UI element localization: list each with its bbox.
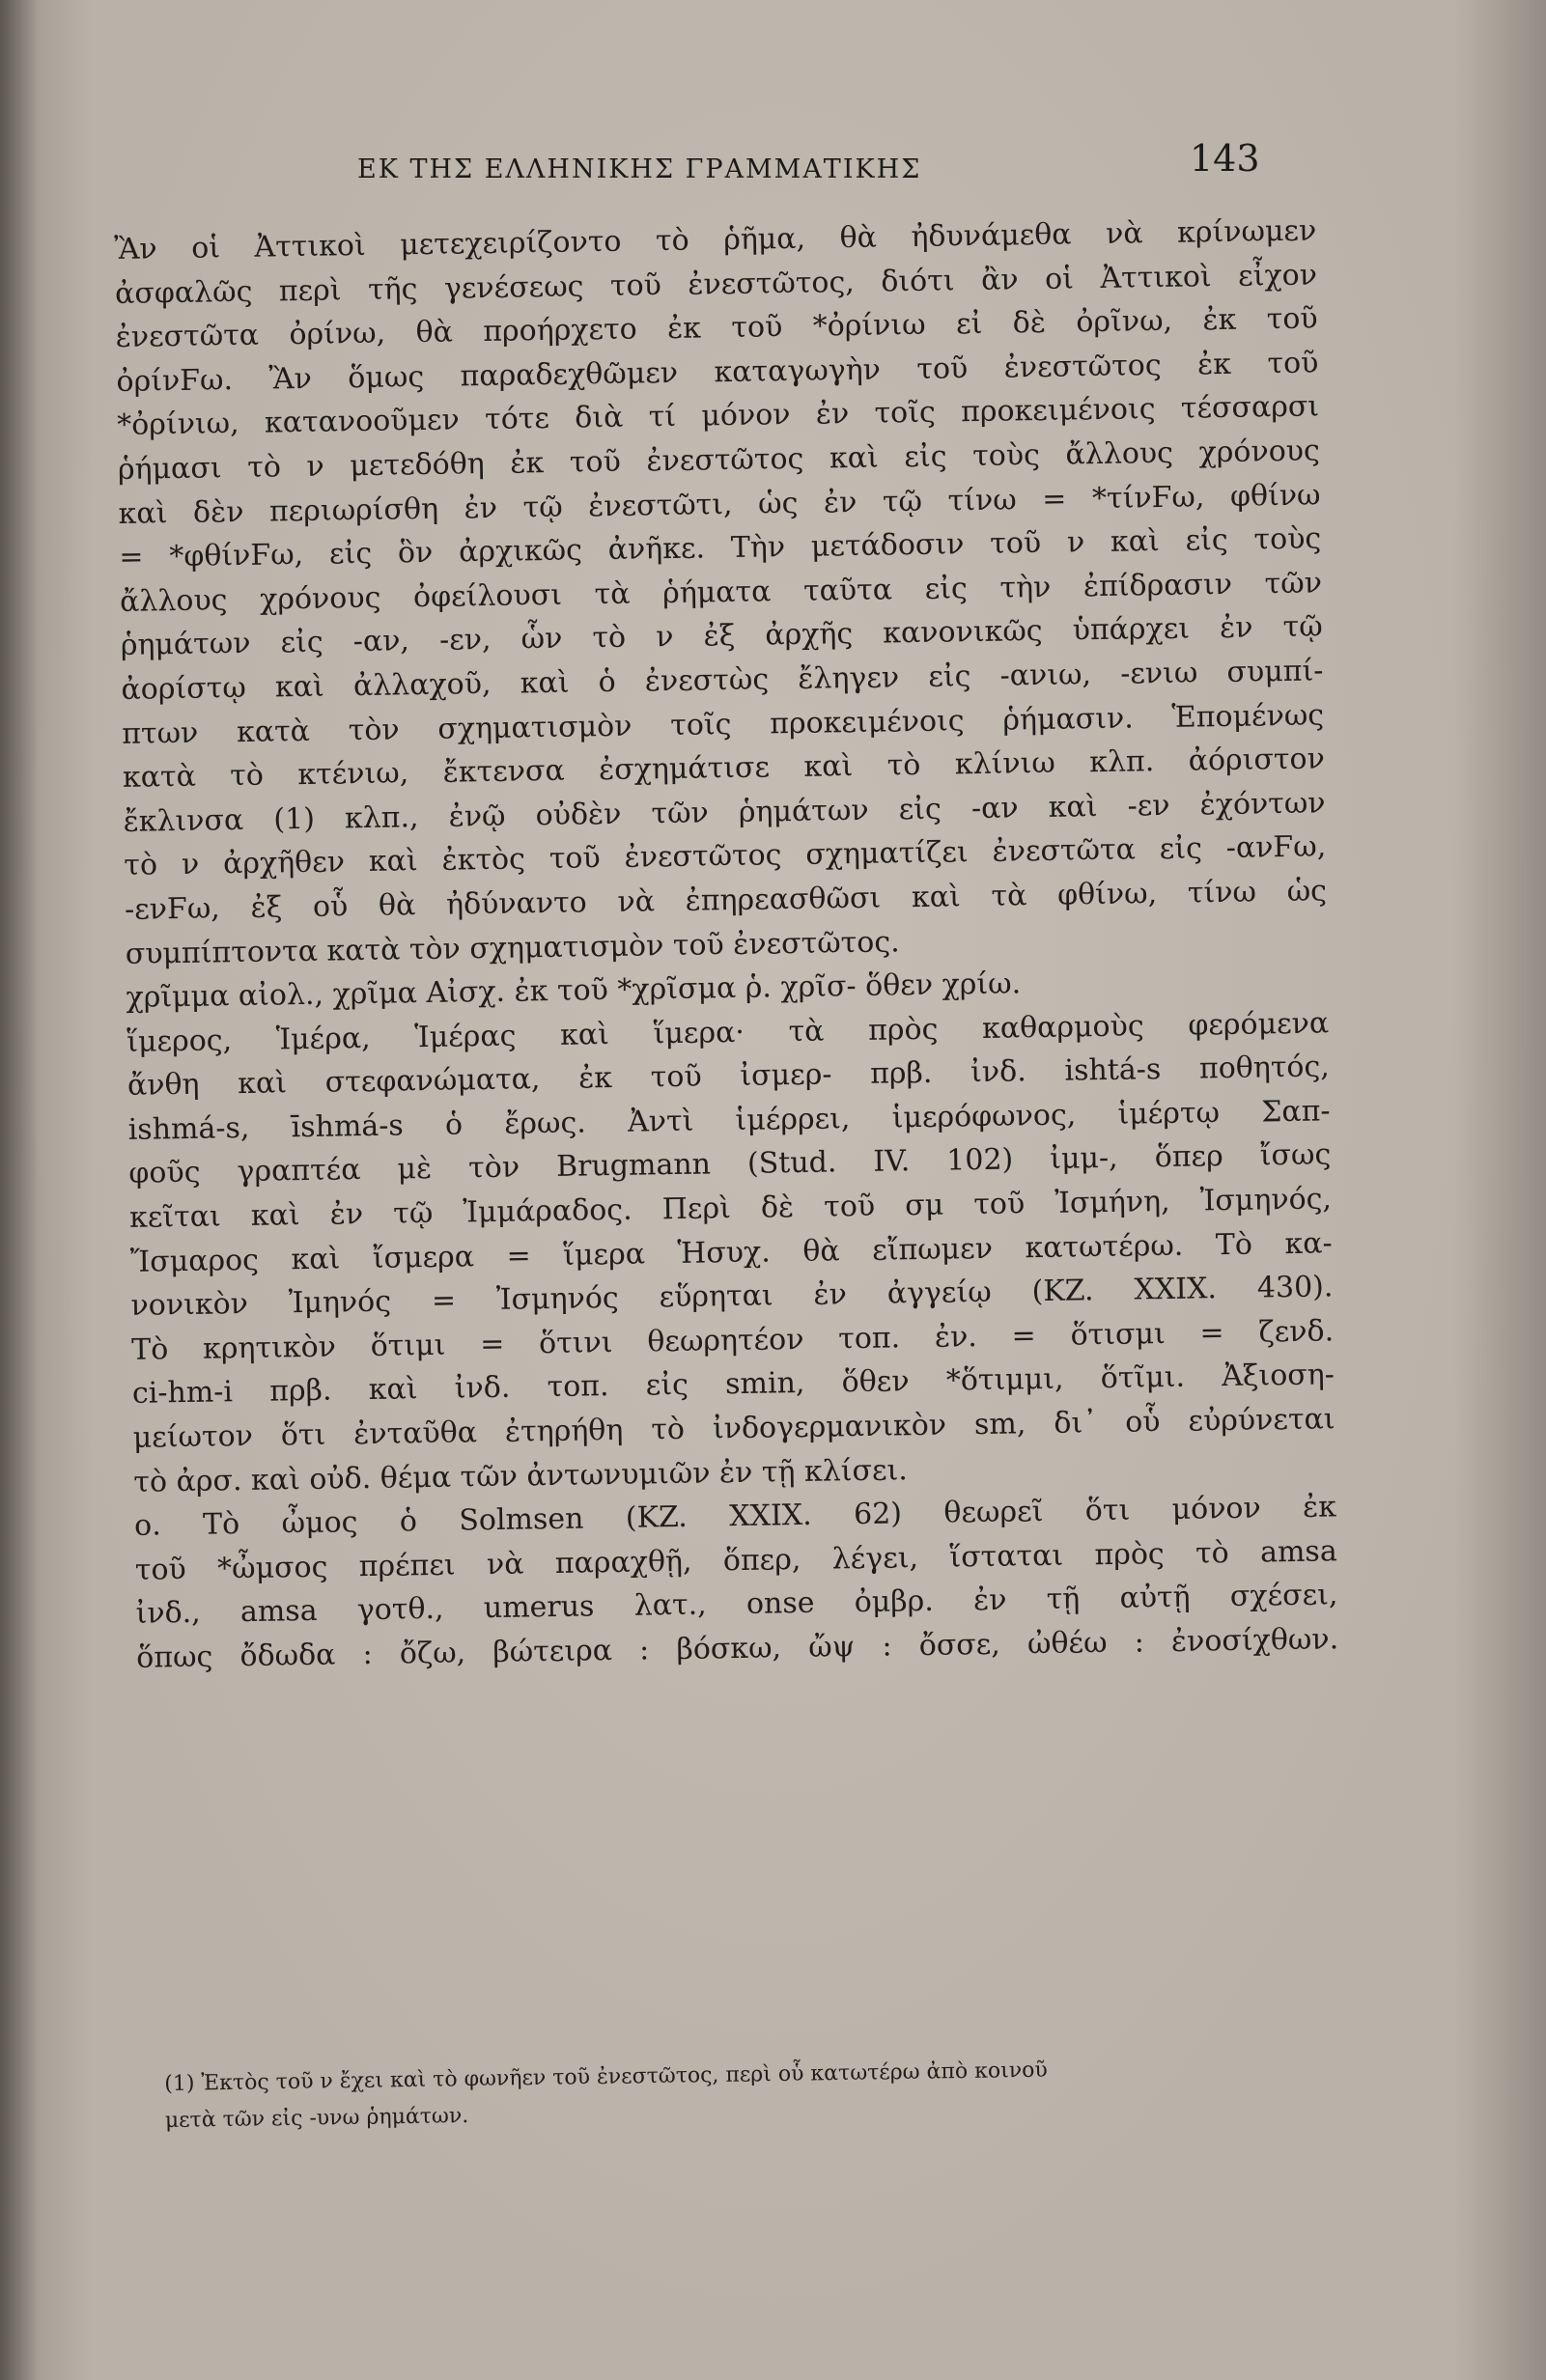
text-line: -ενϜω, ἐξ οὗ θὰ ἠδύναντο νὰ ἐπηρεασθῶσι καὶ τὰ φθίνω, τίνω ὡς xyxy=(124,874,1328,927)
text-line: Ἂν οἱ Ἀττικοὶ μετεχειρίζοντο τὸ ῥῆμα, θὰ ἠδυνάμεθα νὰ κρίνωμεν xyxy=(114,213,1317,266)
text-line: ishmá-s, īshmá-s ὁ ἔρως. Ἀντὶ ἱμέρρει, ἱμερόφωνος, ἱμέρτῳ Σαπ- xyxy=(127,1094,1331,1147)
page-number: 143 xyxy=(1190,137,1260,180)
page-edge-shadow xyxy=(0,0,39,2380)
text-line: = *φθίνϜω, εἰς ὃν ἀρχικῶς ἀνῆκε. Τὴν μετάδοσιν τοῦ ν καὶ εἰς τοὺς xyxy=(119,521,1322,575)
footnote xyxy=(164,2048,1305,2140)
text-line: ἀσφαλῶς περὶ τῆς γενέσεως τοῦ ἐνεστῶτος, διότι ἂν οἱ Ἀττικοὶ εἶχον xyxy=(114,258,1318,311)
text-line: *ὀρίνιω, κατανοοῦμεν τότε διὰ τί μόνον ἐν τοῖς προκειμένοις τέσσαρσι xyxy=(116,389,1320,443)
text-line: ὀρίνϜω. Ἂν ὅμως παραδεχθῶμεν καταγωγὴν τοῦ ἐνεστῶτος ἐκ τοῦ xyxy=(116,346,1319,399)
text-line: ἔκλινσα (1) κλπ., ἐνῷ οὐδὲν τῶν ῥημάτων εἰς -αν καὶ -εν ἐχόντων xyxy=(123,786,1326,839)
text-line: ῥημάτων εἰς -αν, -εν, ὧν τὸ ν ἐξ ἀρχῆς κανονικῶς ὑπάρχει ἐν τῷ xyxy=(120,609,1323,663)
text-line: κεῖται καὶ ἐν τῷ Ἰμμάραδος. Περὶ δὲ τοῦ σμ τοῦ Ἰσμήνη, Ἰσμηνός, xyxy=(128,1182,1333,1235)
text-line: νονικὸν Ἰμηνός = Ἰσμηνός εὕρηται ἐν ἀγγείῳ (KZ. XXIX. 430). xyxy=(130,1270,1334,1324)
text-line: καὶ δὲν περιωρίσθη ἐν τῷ ἐνεστῶτι, ὡς ἐν τῷ τίνω = *τίνϜω, φθίνω xyxy=(118,477,1321,531)
main-text xyxy=(114,209,1338,1680)
running-title: ΕΚ ΤΗΣ ΕΛΛΗΝΙΚΗΣ ΓΡΑΜΜΑΤΙΚΗΣ xyxy=(357,154,922,184)
text-line: πτων κατὰ τὸν σχηματισμὸν τοῖς προκειμένοις ῥήμασιν. Ἑπομένως xyxy=(121,697,1325,751)
text-line: τὸ ἀρσ. καὶ οὐδ. θέμα τῶν ἀντωνυμιῶν ἐν τῇ κλίσει. xyxy=(133,1452,909,1499)
text-line: Τὸ κρητικὸν ὅτιμι = ὅτινι θεωρητέον τοπ. ἐν. = ὅτισμι = ζενδ. xyxy=(130,1314,1335,1367)
text-line: τὸ ν ἀρχῆθεν καὶ ἐκτὸς τοῦ ἐνεστῶτος σχηματίζει ἐνεστῶτα εἰς -ανϜω, xyxy=(124,829,1327,883)
footnote-line: (1) Ἐκτὸς τοῦ ν ἔχει καὶ τὸ φωνῆεν τοῦ ἐνεστῶτος, περὶ οὗ κατωτέρω ἀπὸ κοινοῦ xyxy=(164,2058,1048,2096)
text-line: ἄλλους χρόνους ὀφείλουσι τὰ ῥήματα ταῦτα εἰς τὴν ἐπίδρασιν τῶν xyxy=(119,566,1323,619)
text-line: ἀορίστῳ καὶ ἀλλαχοῦ, καὶ ὁ ἐνεστὼς ἔληγεν εἰς -ανιω, -ενιω συμπί- xyxy=(121,654,1324,707)
text-line: ci-hm-i πρβ. καὶ ἰνδ. τοπ. εἰς smin, ὅθεν *ὅτιμμι, ὅτῖμι. Ἀξιοση- xyxy=(131,1358,1335,1412)
text-line: ἄνθη καὶ στεφανώματα, ἐκ τοῦ ἰσμερ- πρβ. ἰνδ. ishtá-s ποθητός, xyxy=(126,1050,1331,1104)
text-line: ο. Τὸ ὦμος ὁ Solmsen (KZ. XXIX. 62) θεωρεῖ ὅτι μόνον ἐκ xyxy=(133,1490,1337,1544)
text-line: ἰνδ., amsa γοτθ., umerus λατ., onse ὀμβρ. ἐν τῇ αὐτῇ σχέσει, xyxy=(135,1578,1338,1632)
text-line: ὅπως ὄδωδα : ὄζω, βώτειρα : βόσκω, ὤψ : ὄσσε, ὠθέω : ἐνοσίχθων. xyxy=(135,1622,1339,1675)
text-line: φοῦς γραπτέα μὲ τὸν Brugmann (Stud. IV. 102) ἰμμ-, ὅπερ ἴσως xyxy=(128,1137,1332,1191)
text-line: Ἴσμαρος καὶ ἴσμερα = ἵμερα Ἡσυχ. θὰ εἴπωμεν κατωτέρω. Τὸ κα- xyxy=(129,1225,1333,1279)
text-line: συμπίπτοντα κατὰ τὸν σχηματισμὸν τοῦ ἐνεστῶτος. xyxy=(125,924,900,971)
text-line: ἐνεστῶτα ὀρίνω, θὰ προήρχετο ἐκ τοῦ *ὀρίνιω εἰ δὲ ὀρῖνω, ἐκ τοῦ xyxy=(115,301,1318,355)
footnote-line: μετὰ τῶν εἰς -υνω ῥημάτων. xyxy=(164,2104,469,2133)
text-line: μείωτον ὅτι ἐνταῦθα ἐτηρήθη τὸ ἰνδογερμανικὸν sm, δι᾽ οὗ εὐρύνεται xyxy=(132,1402,1335,1455)
text-line: ῥήμασι τὸ ν μετεδόθη ἐκ τοῦ ἐνεστῶτος καὶ εἰς τοὺς ἄλλους χρόνους xyxy=(117,434,1321,487)
text-line: τοῦ *ὦμσος πρέπει νὰ παραχθῇ, ὅπερ, λέγει, ἵσταται πρὸς τὸ amsa xyxy=(134,1534,1337,1587)
text-line: ἵμερος, Ἱμέρα, Ἱμέρας καὶ ἵμερα· τὰ πρὸς καθαρμοὺς φερόμενα xyxy=(126,1006,1330,1059)
text-line: χρῖμμα αἰολ., χρῖμα Αἰσχ. ἐκ τοῦ *χρῖσμα ῥ. χρῖσ- ὅθεν χρίω. xyxy=(126,966,1022,1015)
text-line: κατὰ τὸ κτένιω, ἔκτενσα ἐσχημάτισε καὶ τὸ κλίνιω κλπ. ἀόριστον xyxy=(122,742,1326,796)
